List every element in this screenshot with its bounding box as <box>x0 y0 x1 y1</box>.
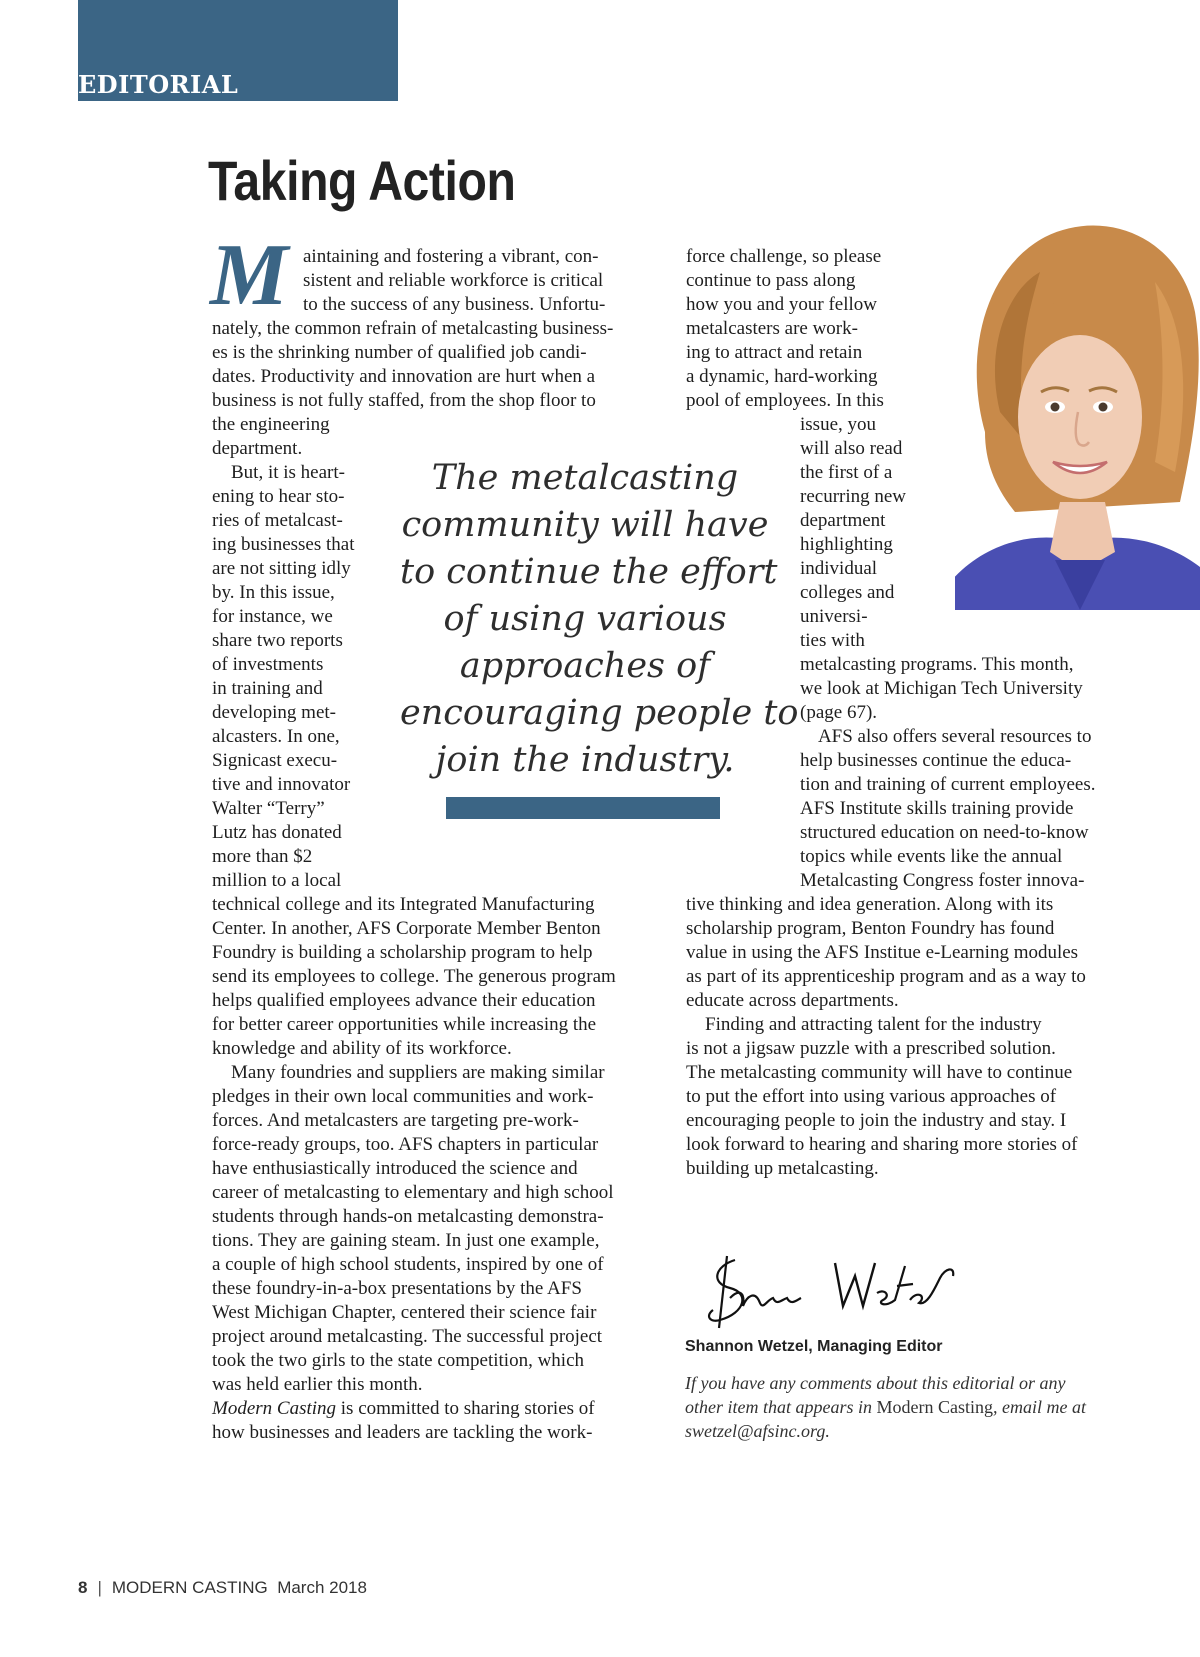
author-portrait-photo <box>955 212 1200 610</box>
footer-publication: MODERN CASTING <box>111 1578 268 1597</box>
column2-narrow-paragraph: issue, you will also read the first of a recurring new department highlighting individual colleges and universi- ties with metalcasting programs. This month, we look at Michigan Tech University (page 67). AFS also offers several resources to help businesses continue the educa- tion and training of current employees. AFS Institute skills training provide structured education on need-to-know topics while events like the annual Metalcasting Congress foster innova- <box>800 414 1096 891</box>
column1-intro-paragraph: nately, the common refrain of metalcasting business- es is the shrinking number of qualified job candi- dates. Productivity and innovation are hurt when a business is not fully staffed, from the shop floor to the engineering department. <box>212 318 614 459</box>
signature-name-title: Shannon Wetzel, Managing Editor <box>685 1338 943 1355</box>
article-title: Taking Action <box>208 149 516 212</box>
page-number: 8 <box>78 1578 88 1597</box>
drop-cap: M <box>210 227 289 324</box>
footer-issue-date: March 2018 <box>277 1578 367 1597</box>
comment-note <box>685 1371 1086 1443</box>
pull-quote: The metalcasting community will have to continue the effort of using various approaches of encouraging people to join the industry. <box>400 458 799 780</box>
handwritten-signature <box>705 1248 965 1338</box>
closing-paragraph-text: is committed to sharing stories of how businesses and leaders are tackling the work- <box>212 1398 595 1443</box>
publication-name-italic: Modern Casting <box>212 1398 337 1419</box>
footer-separator: | <box>97 1578 102 1597</box>
pull-quote-rule <box>446 797 720 819</box>
comment-note-email: , email me at swetzel@afsinc.org. <box>685 1397 1086 1441</box>
page-footer <box>78 1578 367 1598</box>
column1-closing-paragraph <box>212 1397 595 1445</box>
comment-note-text: If you have any comments about this editorial or any other item that appears in <box>685 1373 1066 1417</box>
column2-opening-lines: force challenge, so please continue to pass along how you and your fellow metalcasters are work- ing to attract and retain a dynamic, hard-working pool of employees. In this <box>686 246 884 411</box>
section-label: EDITORIAL <box>78 70 239 99</box>
column1-opening-lines: aintaining and fostering a vibrant, con- sistent and reliable workforce is critical to the success of any business. Unfortu- <box>303 246 606 315</box>
column1-lower-paragraphs: technical college and its Integrated Manufacturing Center. In another, AFS Corporate Member Benton Foundry is building a scholarship program to help send its employees to college. The generous program helps qualified employees advance their education for better career opportunities while increasing the knowledge and ability of its workforce. Many foundries and suppliers are making similar pledges in their own local communities and work- forces. And metalcasters are targeting pre-work- force-ready groups, too. AFS chapters in particular have enthusiastically introduced the science and career of metalcasting to elementary and high school students through hands-on metalcasting demonstra- tions. They are gaining steam. In just one example, a couple of high school students, inspired by one of these foundry-in-a-box presentations by the AFS West Michigan Chapter, centered their science fair project around metalcasting. The successful project took the two girls to the state competition, which was held earlier this month. <box>212 894 616 1395</box>
column1-narrow-paragraph: But, it is heart- ening to hear sto- ries of metalcast- ing businesses that are not sitting idly by. In this issue, for instance, we share two reports of investments in training and developing met- alcasters. In one, Signicast execu- tive and innovator Walter “Terry” Lutz has donated more than $2 million to a local <box>212 462 355 891</box>
comment-note-publication: Modern Casting <box>876 1397 993 1417</box>
column2-lower-paragraphs: tive thinking and idea generation. Along with its scholarship program, Benton Foundry has found value in using the AFS Institue e-Learning modules as part of its apprenticeship program and as a way to educate across departments. Finding and attracting talent for the industry is not a jigsaw puzzle with a prescribed solution. The metalcasting community will have to continue to put the effort into using various approaches of encouraging people to join the industry and stay. I look forward to hearing and sharing more stories of building up metalcasting. <box>686 894 1086 1179</box>
